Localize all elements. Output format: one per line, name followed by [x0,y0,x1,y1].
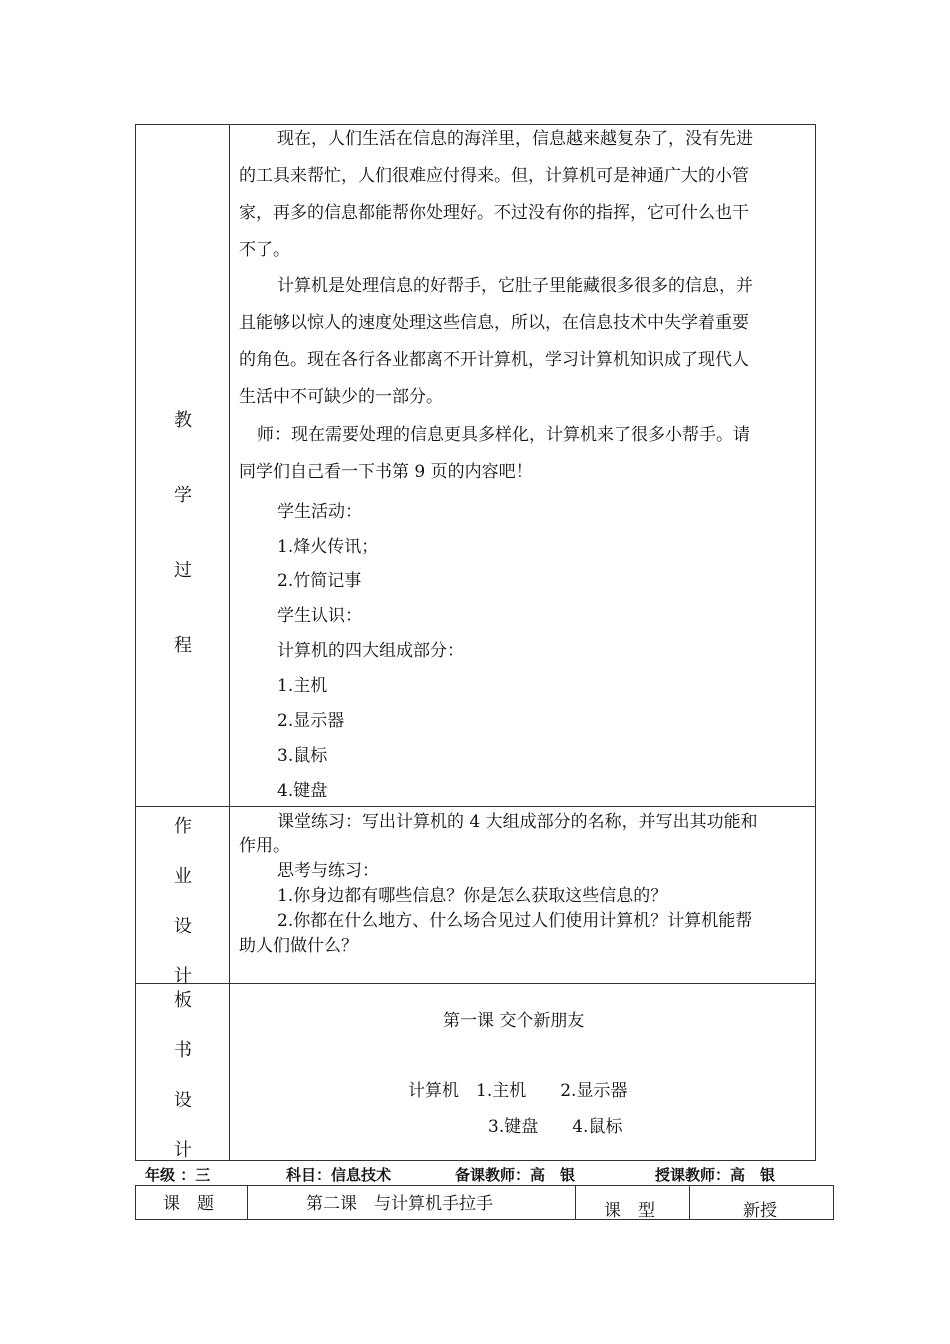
paragraph-line: 计算机是处理信息的好帮手，它肚子里能藏很多很多的信息，并 [277,276,753,296]
topic-value: 第二课 与计算机手拉手 [306,1194,493,1214]
list-item: 4.键盘 [277,781,328,801]
board-label-4: 计 [174,1140,192,1161]
teaching-process-label-1: 教 [174,410,192,431]
board-line-2: 3.键盘 4.鼠标 [488,1117,623,1137]
homework-label-3: 设 [174,916,192,937]
paragraph-line: 生活中不可缺少的一部分。 [239,387,443,407]
homework-line: 助人们做什么？ [239,936,358,956]
paragraph-line: 同学们自己看一下书第 9 页的内容吧！ [239,462,533,482]
column-divider [229,124,230,1161]
lesson-row-left [135,1185,136,1220]
paragraph-line: 不了。 [239,240,290,260]
subject-label: 科目：信息技术 [286,1166,392,1184]
list-item: 计算机的四大组成部分： [277,641,464,661]
teaching-process-label-4: 程 [174,635,192,656]
table-bottom-border [135,1160,816,1161]
type-value: 新授 [743,1201,777,1221]
homework-line: 1.你身边都有哪些信息？你是怎么获取这些信息的？ [277,886,668,906]
list-item: 学生认识： [277,606,362,626]
table-right-border [815,124,816,1161]
board-label-1: 板 [174,990,192,1011]
lesson-row-top [135,1185,834,1186]
paragraph-line: 的角色。现在各行各业都离不开计算机，学习计算机知识成了现代人 [239,350,749,370]
board-title: 第一课 交个新朋友 [443,1011,585,1031]
type-label: 课 型 [604,1201,655,1221]
paragraph-line: 的工具来帮忙，人们很难应付得来。但，计算机可是神通广大的小管 [239,166,749,186]
lesson-row-right [833,1185,834,1220]
list-item: 2.竹简记事 [277,571,362,591]
teaching-process-label-2: 学 [174,485,192,506]
row-divider-1 [135,806,816,807]
board-label-3: 设 [174,1090,192,1111]
list-item: 1.主机 [277,676,328,696]
prep-teacher-label: 备课教师：高 银 [455,1166,576,1184]
board-line-1: 计算机 1.主机 2.显示器 [408,1081,628,1101]
paragraph-line: 且能够以惊人的速度处理这些信息，所以，在信息技术中失学着重要 [239,313,749,333]
lesson-row-div-3 [689,1185,690,1220]
homework-label-2: 业 [174,866,192,887]
paragraph-line: 现在，人们生活在信息的海洋里，信息越来越复杂了，没有先进 [277,129,753,149]
grade-label: 年级 ：三 [145,1166,211,1184]
board-label-2: 书 [174,1040,192,1061]
lesson-row-div-2 [575,1185,576,1220]
list-item: 2.显示器 [277,711,345,731]
list-item: 1.烽火传讯； [277,537,379,557]
list-item: 学生活动： [277,502,362,522]
homework-label-4: 计 [174,966,192,987]
homework-line: 思考与练习： [277,861,379,881]
list-item: 3.鼠标 [277,746,328,766]
row-divider-2 [135,983,816,984]
homework-line: 作用。 [239,836,290,856]
paragraph-line: 师：现在需要处理的信息更具多样化，计算机来了很多小帮手。请 [257,425,750,445]
paragraph-line: 家，再多的信息都能帮你处理好。不过没有你的指挥，它可什么也干 [239,203,749,223]
lesson-row-div-1 [247,1185,248,1220]
topic-label: 课 题 [163,1194,214,1214]
homework-line: 2.你都在什么地方、什么场合见过人们使用计算机？计算机能帮 [277,911,753,931]
teach-teacher-label: 授课教师：高 银 [655,1166,776,1184]
table-left-border [135,124,136,1161]
homework-label-1: 作 [174,816,192,837]
lesson-row-bottom [135,1219,834,1220]
teaching-process-label-3: 过 [174,560,192,581]
homework-line: 课堂练习：写出计算机的 4 大组成部分的名称，并写出其功能和 [277,812,758,832]
